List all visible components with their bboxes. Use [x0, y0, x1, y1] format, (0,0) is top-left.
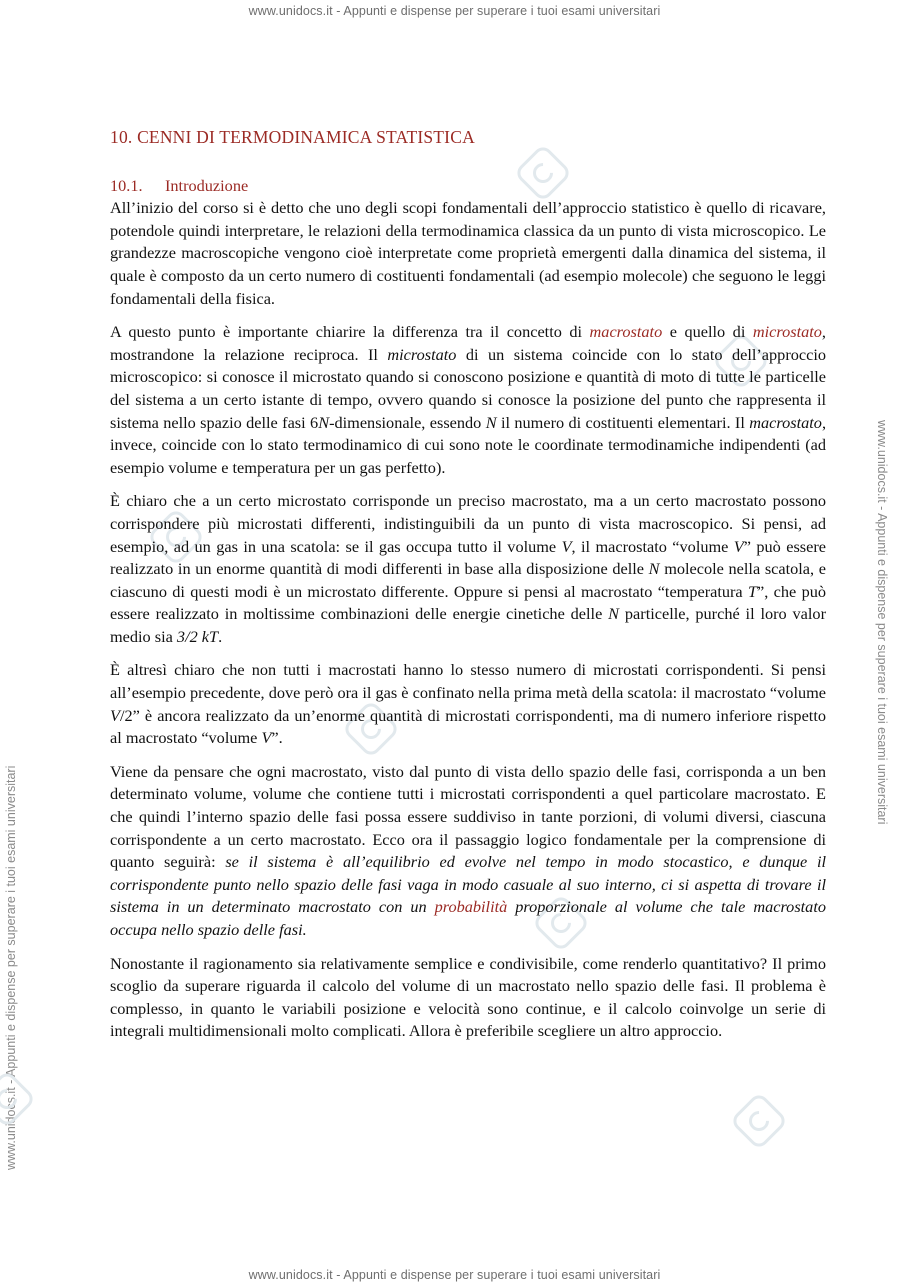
section-title: CENNI DI TERMODINAMICA STATISTICA [137, 127, 475, 147]
term-macrostato: macrostato [589, 322, 663, 342]
paragraph-4: È altresì chiaro che non tutti i macrostati hanno lo stesso numero di microstati corrispondenti. Si pensi all’esempio precedente, dove però ora il gas è confinato nella prima metà della scatola: il macrostato “volume V/2” è ancora realizzato da un’enorme quantità di microstati corrispondenti, ma di numero inferiore rispetto al macrostato “volume V”. [110, 660, 826, 748]
paragraph-5: Viene da pensare che ogni macrostato, visto dal punto di vista dello spazio delle fasi, corrisponda a un ben determinato volume, volume che contiene tutti i microstati corrispondenti a quel particolare macrostato. E che quindi l’interno spazio delle fasi possa essere suddiviso in tante porzioni, di volumi diversi, ciascuna corrispondente a un certo macrostato. Ecco ora il passaggio logico fondamentale per la comprensione di quanto seguirà: se il sistema è all’equilibrio ed evolve nel tempo in modo stocastico, e dunque il corrispondente punto nello spazio delle fasi vaga in modo casuale al suo interno, ci si aspetta di trovare il sistema in un determinato macrostato con un probabilità proporzionale al volume che tale macrostato occupa nello spazio delle fasi. [110, 761, 826, 939]
section-heading [110, 126, 826, 149]
subsection-number: 10.1. [110, 175, 143, 195]
section-number: 10. [110, 127, 133, 147]
watermark-banner-bottom: www.unidocs.it - Appunti e dispense per superare i tuoi esami universitari [248, 1268, 661, 1282]
term-probabilita: probabilità [434, 897, 508, 917]
document-body [110, 126, 826, 1054]
subsection-title: Introduzione [165, 175, 249, 195]
subsection-heading [110, 175, 826, 198]
paragraph-1: All’inizio del corso si è detto che uno degli scopi fondamentali dell’approccio statistico è quello di ricavare, potendole quindi interpretare, le relazioni della termodinamica classica da un punto di vista microscopico. Le grandezze macroscopiche vengono cioè interpretate come proprietà emergenti dalla dinamica del sistema, il quale è composto da un certo numero di costituenti fondamentali (ad esempio molecole) che seguono le leggi fondamentali della fisica. [110, 198, 826, 308]
paragraph-6: Nonostante il ragionamento sia relativamente semplice e condivisibile, come renderlo quantitativo? Il primo scoglio da superare riguarda il calcolo del volume di un macrostato nello spazio delle fasi. Il problema è complesso, in quanto le variabili posizione e velocità sono continue, e il calcolo coinvolge un serie di integrali multidimensionali molto complicati. Allora è preferibile scegliere un altro approccio. [110, 953, 826, 1041]
watermark-banner-top: www.unidocs.it - Appunti e dispense per superare i tuoi esami universitari [248, 4, 661, 18]
paragraph-3: È chiaro che a un certo microstato corrisponde un preciso macrostato, ma a un certo macrostato possono corrispondere più microstati differenti, indistinguibili da un punto di vista macroscopico. Si pensi, ad esempio, ad un gas in una scatola: se il gas occupa tutto il volume V, il macrostato “volume V” può essere realizzato in un enorme quantità di modi differenti in base alla disposizione delle N molecole nella scatola, e ciascuno di questi modi è un microstato differente. Oppure si pensi al macrostato “temperatura T”, che può essere realizzato in moltissime combinazioni delle energie cinetiche delle N particelle, purché il loro valor medio sia 3/2 kT. [110, 491, 827, 646]
term-microstato: microstato [752, 322, 822, 342]
paragraph-2: A questo punto è importante chiarire la differenza tra il concetto di macrostato e quello di microstato, mostrandone la relazione reciproca. Il microstato di un sistema coincide con lo stato dell’approccio microscopico: si conosce il microstato quando si conoscono posizione e quantità di moto di tutte le particelle del sistema a un certo istante di tempo, ovvero quando si conosce la posizione del punto che rappresenta il sistema nello spazio delle fasi 6N-dimensionale, essendo N il numero di costituenti elementari. Il macrostato, invece, coincide con lo stato termodinamico di cui sono note le coordinate termodinamiche indipendenti (ad esempio volume e temperatura per un gas perfetto). [110, 322, 827, 477]
unidocs-logo-icon [729, 1091, 788, 1150]
unidocs-logo-icon [0, 1069, 37, 1128]
